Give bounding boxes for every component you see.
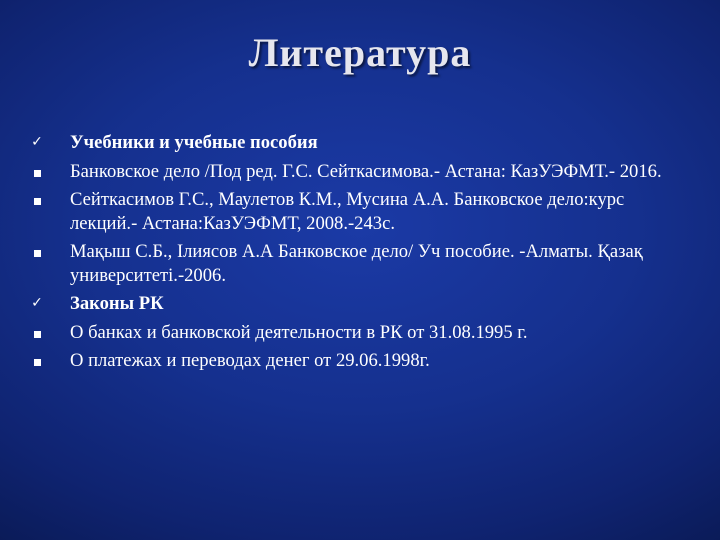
square-bullet-icon bbox=[30, 160, 44, 177]
square-bullet-icon bbox=[30, 188, 44, 205]
square-bullet-icon bbox=[30, 321, 44, 338]
checkmark-bullet-icon: ✓ bbox=[31, 295, 43, 311]
list-item-text: Сейткасимов Г.С., Маулетов К.М., Мусина А.А. Банковское дело:курс лекций.- Астана:КазУЭФМТ, 2008.-243с. bbox=[70, 189, 625, 234]
list-item bbox=[30, 349, 690, 373]
slide-title: Литература bbox=[248, 30, 472, 75]
square-bullet-icon bbox=[30, 240, 44, 257]
bibliography-list bbox=[30, 131, 690, 378]
list-item-text: Учебники и учебные пособия bbox=[70, 132, 318, 153]
square-bullet-icon bbox=[30, 349, 44, 366]
list-item bbox=[30, 188, 690, 235]
list-item-laws-heading bbox=[30, 292, 690, 316]
list-item-text: О банках и банковской деятельности в РК от 31.08.1995 г. bbox=[70, 321, 528, 343]
checkmark-bullet-icon: ✓ bbox=[31, 134, 43, 150]
list-item-text: Мақыш С.Б., Ілиясов А.А Банковское дело/ Уч пособие. -Алматы. Қазақ университеті.-2006. bbox=[70, 241, 643, 286]
list-item bbox=[30, 321, 690, 345]
list-item-textbooks-heading bbox=[30, 131, 690, 155]
list-item-text: О платежах и переводах денег от 29.06.1998г. bbox=[70, 350, 430, 371]
list-item-text: Банковское дело /Под ред. Г.С. Сейткасимова.- Астана: КазУЭФМТ.- 2016. bbox=[70, 160, 662, 182]
list-item bbox=[30, 240, 690, 287]
list-item bbox=[30, 160, 690, 184]
list-item-text: Законы РК bbox=[70, 293, 164, 314]
